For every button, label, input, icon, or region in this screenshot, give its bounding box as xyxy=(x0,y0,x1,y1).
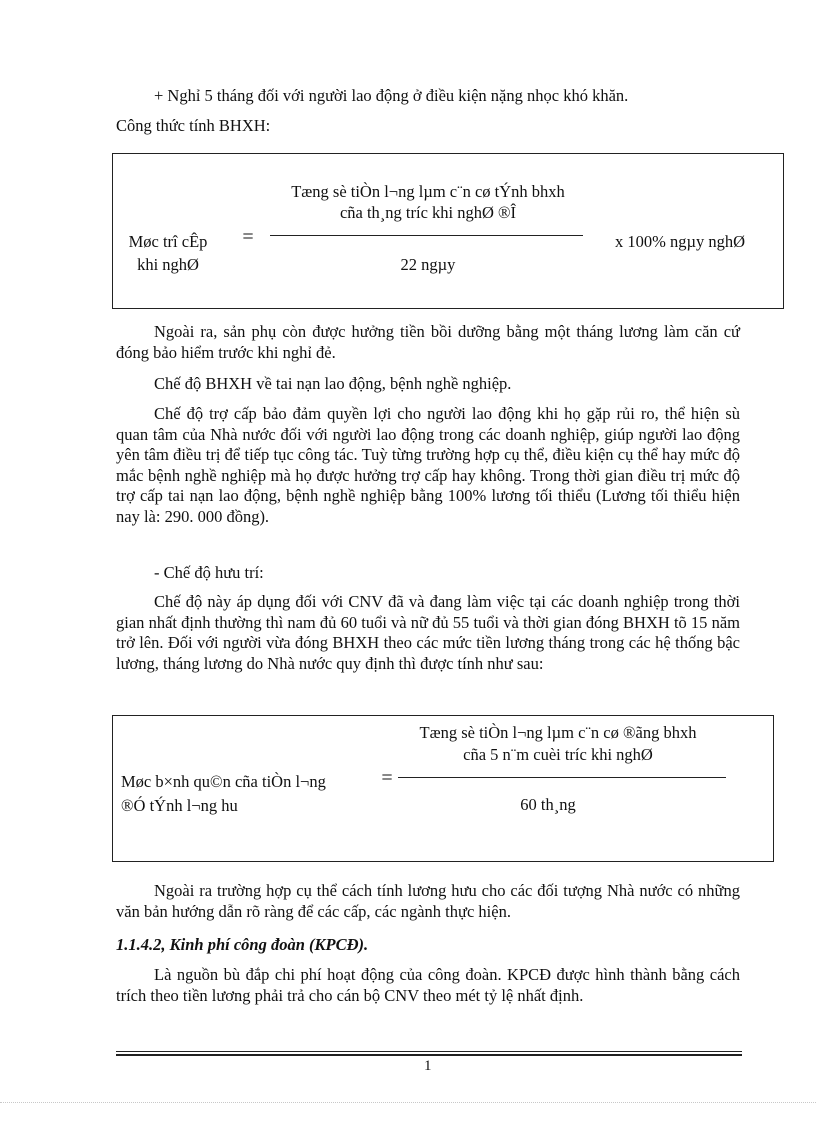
formula-intro: Công thức tính BHXH: xyxy=(116,116,271,135)
equals-sign: = xyxy=(381,767,393,789)
fraction-bar xyxy=(398,777,726,778)
formula-left-line2: ®Ó tÝnh l¬ng hu xyxy=(121,796,238,815)
paragraph-bonus: Ngoài ra, sản phụ còn được hưởng tiền bồi dưỡng bằng một tháng lương làm căn cứ đóng bảo hiểm trước khi nghỉ đẻ. xyxy=(116,322,740,362)
bullet-retirement: - Chế độ hưu trí: xyxy=(154,563,264,582)
formula-numerator-line1: Tæng sè tiÒn l¬ng lµm c¨n cø tÝnh bhxh xyxy=(291,182,565,201)
text-line: + Nghỉ 5 tháng đối với người lao động ở điều kiện nặng nhọc khó khăn. xyxy=(154,86,629,105)
equals-sign: = xyxy=(242,226,254,248)
formula-multiplier: x 100% ngµy nghØ xyxy=(615,232,746,251)
paragraph-retirement: Chế độ này áp dụng đối với CNV đã và đang làm việc tại các doanh nghiệp trong thời gian nhất định thường thì nam đủ 60 tuổi và nữ đủ 55 tuổi và thời gian đóng BHXH tõ 15 năm trở lên. Đối với người vừa đóng BHXH theo các mức tiền lương tháng trong các hệ thống bậc lương, tháng lương do Nhà nước quy định thì được tính như sau: xyxy=(116,592,740,673)
paragraph-kpcd: Là nguồn bù đắp chi phí hoạt động của công đoàn. KPCĐ được hình thành bằng cách trích theo tiền lương phải trả cho cán bộ CNV theo mét tỷ lệ nhất định. xyxy=(116,965,740,1005)
footer-rule-bottom xyxy=(116,1054,742,1056)
formula-denominator: 22 ngµy xyxy=(400,255,456,274)
paragraph-pension-note: Ngoài ra trường hợp cụ thể cách tính lương hưu cho các đối tượng Nhà nước có những văn bản hướng dẫn rõ ràng để các cấp, các ngành thực hiện. xyxy=(116,881,740,921)
formula-box-pension xyxy=(112,715,774,862)
fraction-bar xyxy=(270,235,583,236)
formula-left-line1: Møc b×nh qu©n cña tiÒn l¬ng xyxy=(121,772,326,791)
paragraph-accident: Chế độ trợ cấp bảo đảm quyền lợi cho người lao động khi họ gặp rủi ro, thể hiện sù quan tâm của Nhà nước đối với người lao động trong các doanh nghiệp, giúp người lao động yên tâm điều trị để tiếp tục công tác. Tuỳ từng trường hợp cụ thể, điều kiện cụ thể hay mức độ mắc bệnh nghề nghiệp mà họ được hưởng trợ cấp hay không. Trong thời gian điều trị mức độ trợ cấp tai nạn lao động, bệnh nghề nghiệp bằng 100% lương tối thiểu (Lương tối thiểu hiện nay là: 290. 000 đồng). xyxy=(116,404,740,526)
section-subtitle: Chế độ BHXH về tai nạn lao động, bệnh nghề nghiệp. xyxy=(154,374,512,393)
formula-box-pregnancy xyxy=(112,153,784,309)
formula-left-line1: Møc trî cÊp xyxy=(128,232,208,251)
page-number: 1 xyxy=(424,1058,432,1074)
formula-left-line2: khi nghØ xyxy=(137,255,199,274)
formula-denominator: 60 th¸ng xyxy=(520,795,576,814)
formula-numerator-line2: cña 5 n¨m cuèi tríc khi nghØ xyxy=(463,745,653,764)
formula-numerator-line2: cña th¸ng tríc khi nghØ ®Î xyxy=(339,203,517,222)
formula-numerator-line1: Tæng sè tiÒn l¬ng lµm c¨n cø ®ãng bhxh xyxy=(419,723,697,742)
footer-rule-top xyxy=(116,1051,742,1052)
section-heading-kpcd: 1.1.4.2, Kinh phí công đoàn (KPCĐ). xyxy=(116,935,369,954)
page-break-line xyxy=(0,1102,816,1103)
